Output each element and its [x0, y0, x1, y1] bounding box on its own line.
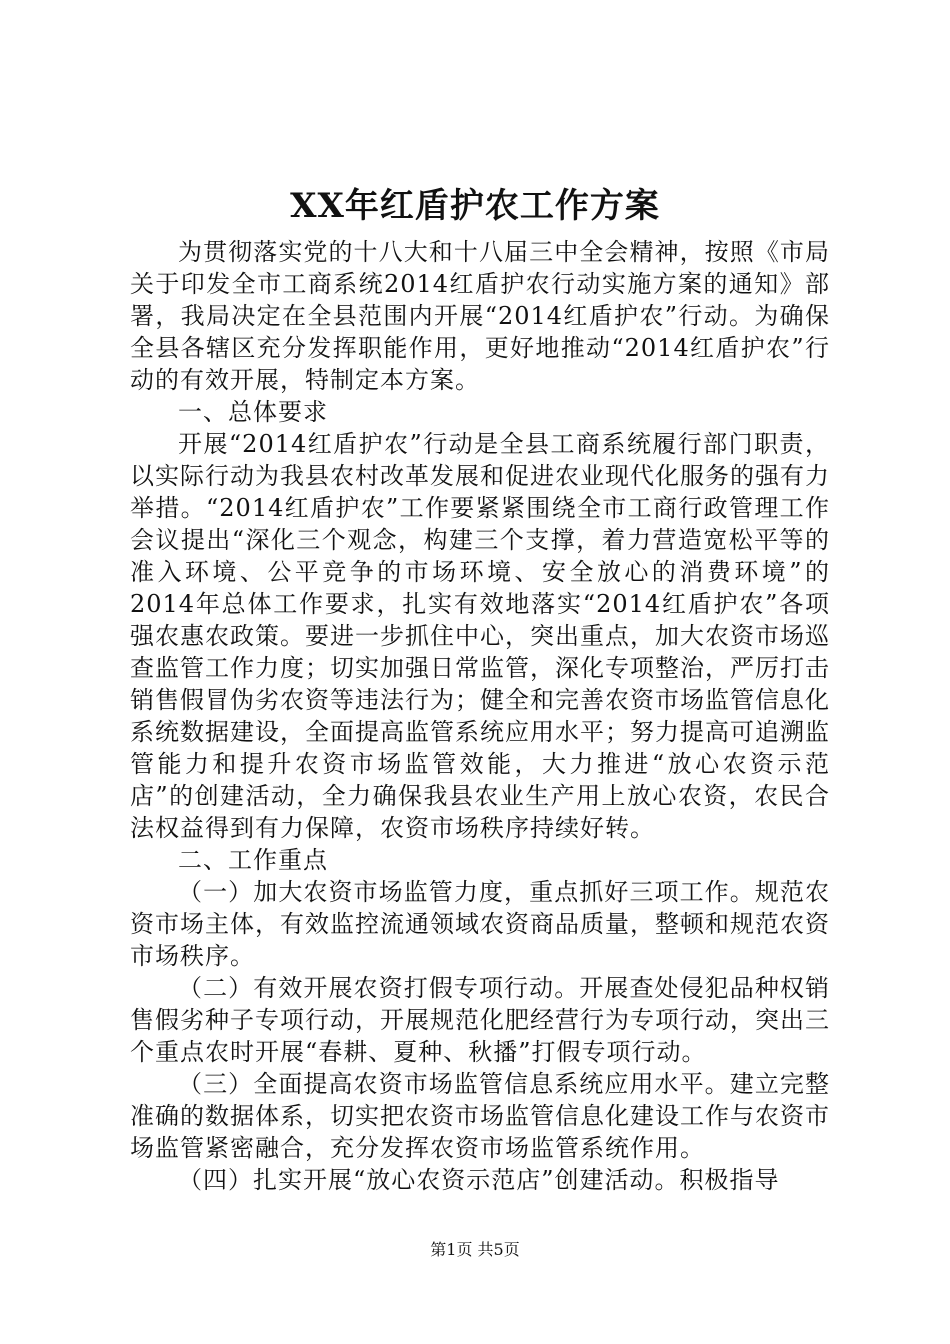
general-requirements-paragraph: 开展“2014红盾护农”行动是全县工商系统履行部门职责，以实际行动为我县农村改革发展和促进农业现代化服务的强有力举措。“2014红盾护农”工作要紧紧围绕全市工商行政管理工作会议提出“深化三个观念，构建三个支撑，着力营造宽松平等的准入环境、公平竞争的市场环境、安全放心的消费环境”的2014年总体工作要求，扎实有效地落实“2014红盾护农”各项强农惠农政策。要进一步抓住中心，突出重点，加大农资市场巡查监管工作力度；切实加强日常监管，深化专项整治，严厉打击销售假冒伪劣农资等违法行为；健全和完善农资市场监管信息化系统数据建设，全面提高监管系统应用水平；努力提高可追溯监管能力和提升农资市场监管效能，大力推进“放心农资示范店”的创建活动，全力确保我县农业生产用上放心农资，农民合法权益得到有力保障，农资市场秩序持续好转。: [130, 430, 830, 842]
page-number-footer: 第1页 共5页: [430, 1240, 520, 1259]
work-focus-item-4: （四）扎实开展“放心农资示范店”创建活动。积极指导: [178, 1166, 780, 1194]
document-title: XX年红盾护农工作方案: [290, 186, 660, 226]
work-focus-item-3: （三）全面提高农资市场监管信息系统应用水平。建立完整准确的数据体系，切实把农资市场监管信息化建设工作与农资市场监管紧密融合，充分发挥农资市场监管系统作用。: [130, 1070, 830, 1162]
section-heading-general-requirements: 一、总体要求: [178, 398, 328, 426]
document-body: [130, 236, 830, 1196]
section-heading-work-focus: 二、工作重点: [178, 846, 328, 874]
intro-paragraph: 为贯彻落实党的十八大和十八届三中全会精神，按照《市局关于印发全市工商系统2014红盾护农行动实施方案的通知》部署，我局决定在全县范围内开展“2014红盾护农”行动。为确保全县各辖区充分发挥职能作用，更好地推动“2014红盾护农”行动的有效开展，特制定本方案。: [130, 238, 830, 394]
work-focus-item-2: （二）有效开展农资打假专项行动。开展查处侵犯品种权销售假劣种子专项行动，开展规范化肥经营行为专项行动，突出三个重点农时开展“春耕、夏种、秋播”打假专项行动。: [130, 974, 830, 1066]
work-focus-item-1: （一）加大农资市场监管力度，重点抓好三项工作。规范农资市场主体，有效监控流通领域农资商品质量，整顿和规范农资市场秩序。: [130, 878, 830, 970]
